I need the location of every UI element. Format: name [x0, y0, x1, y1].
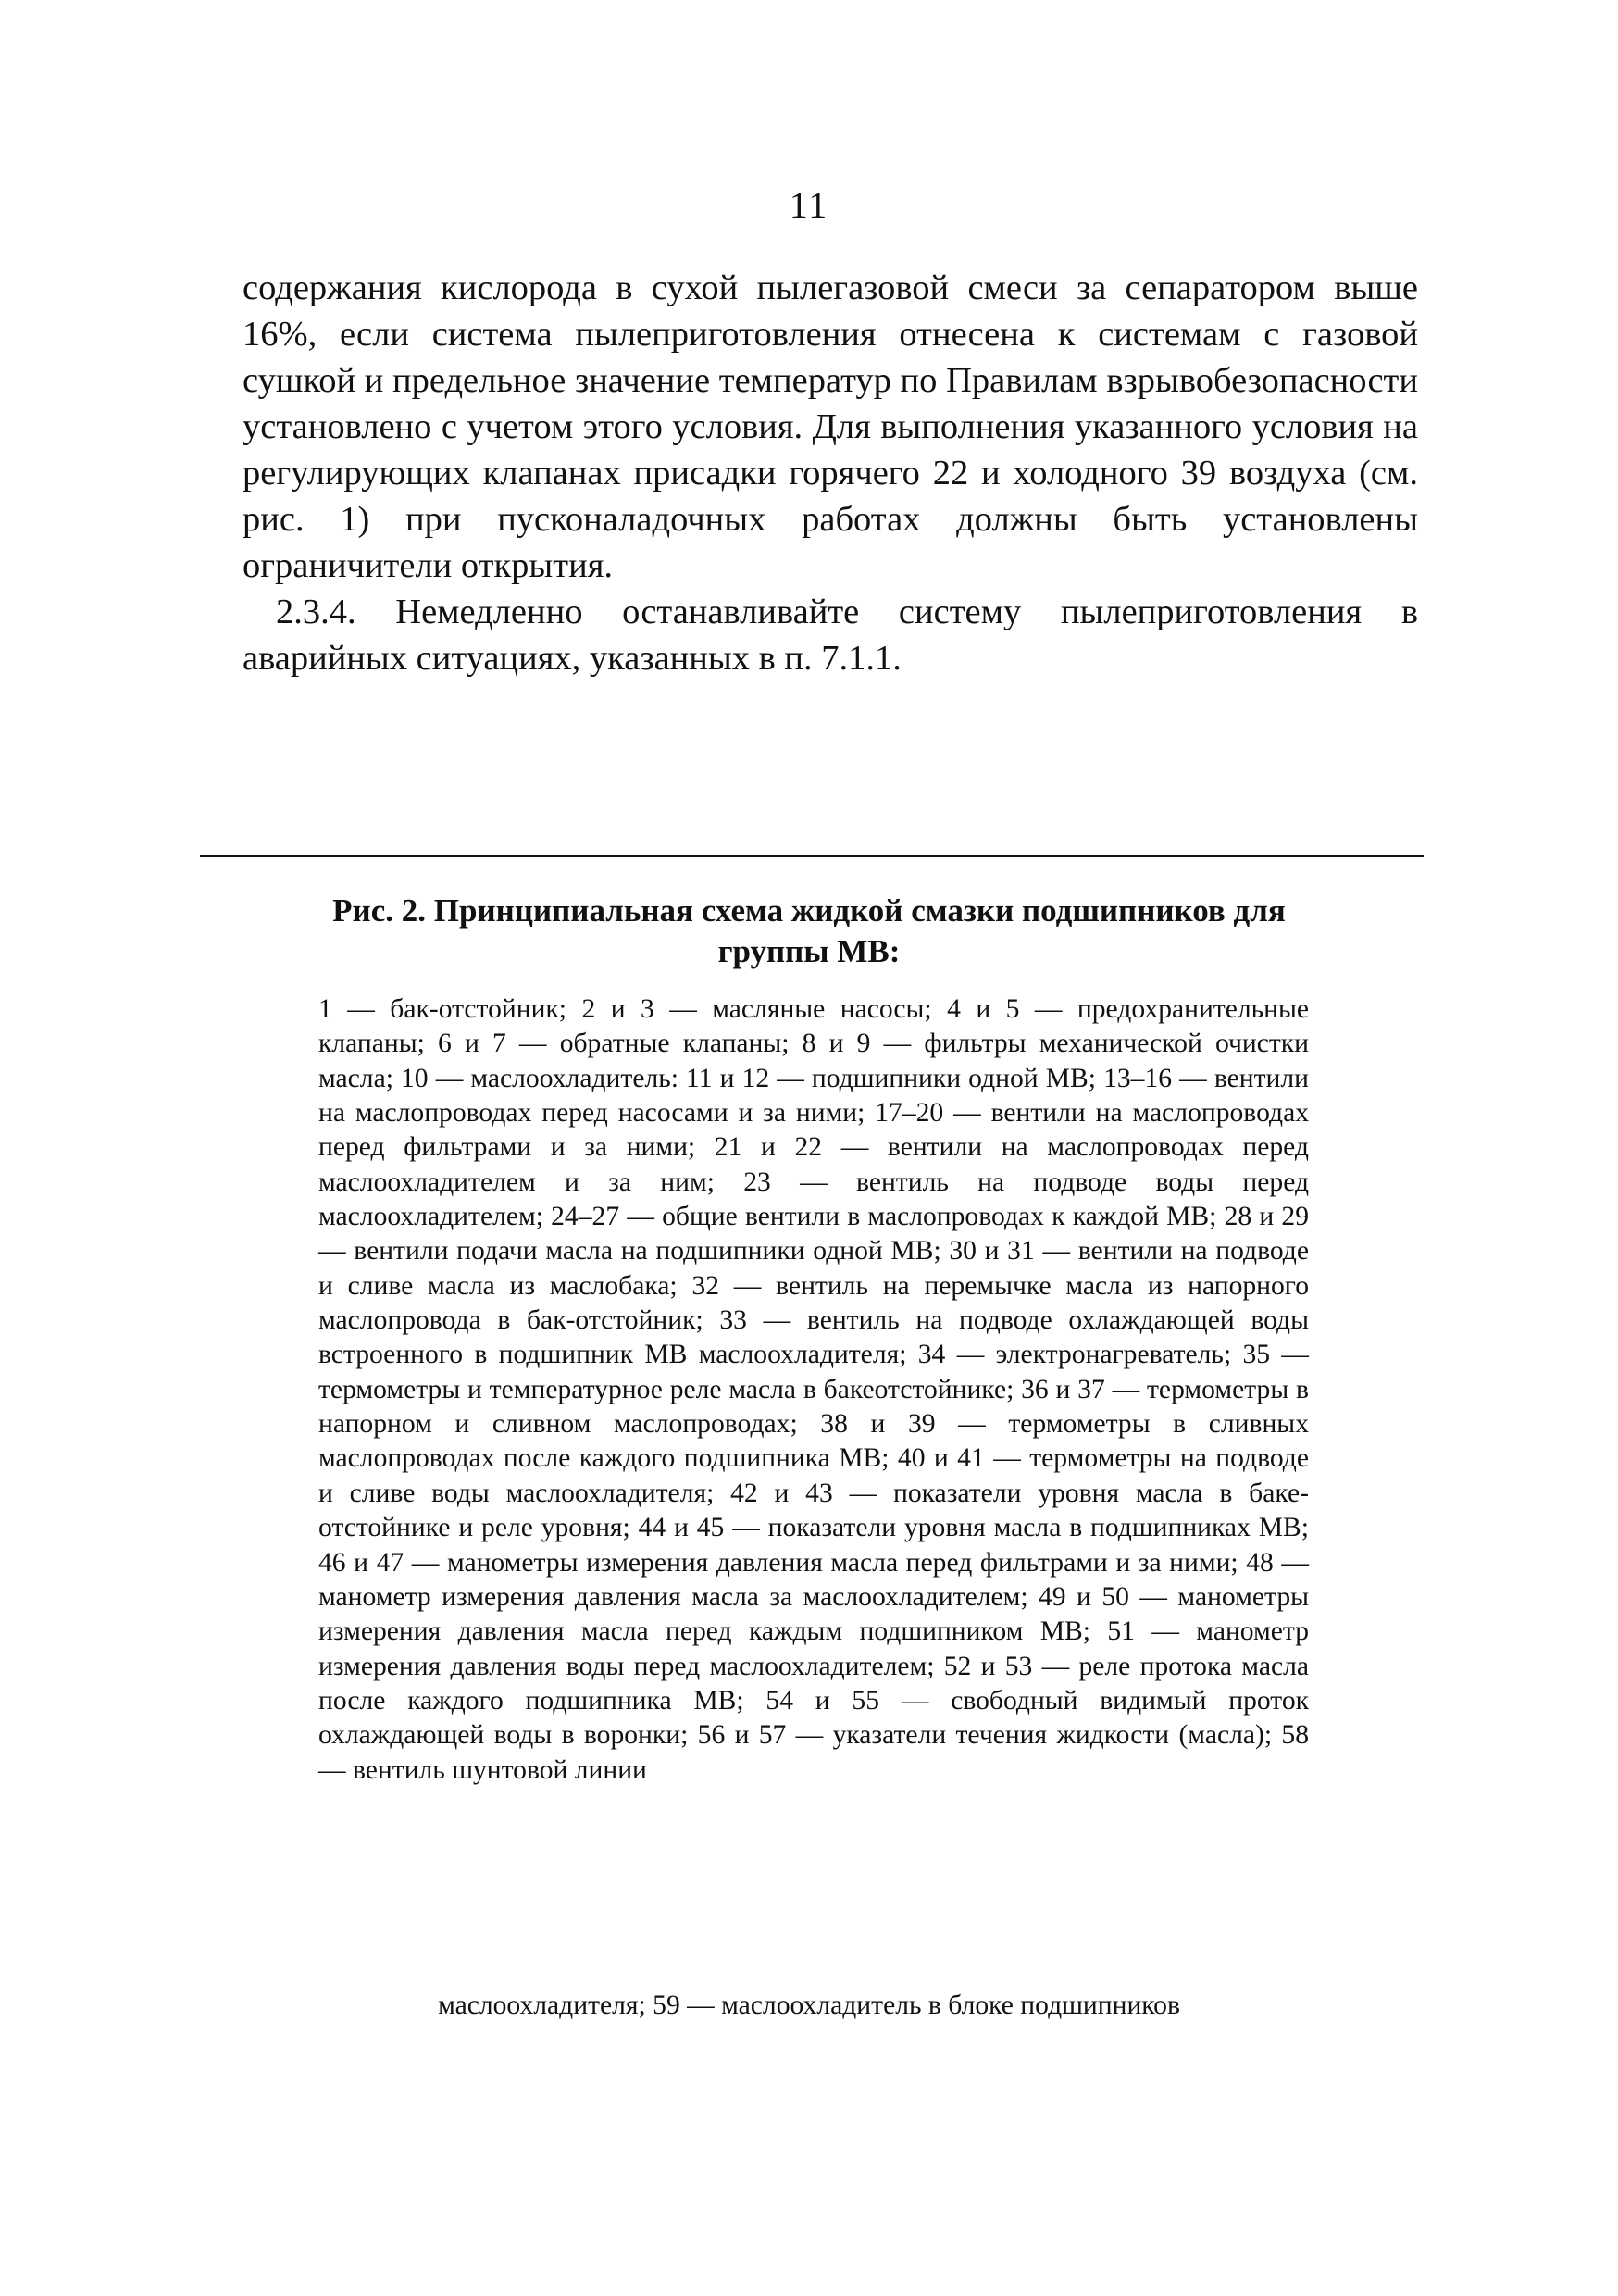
body-text — [243, 265, 1418, 681]
paragraph-2-3-4: 2.3.4. Немедленно останавливайте систему пылеприготовления в аварийных ситуациях, указанных в п. 7.1.1. — [243, 593, 1418, 679]
figure-legend: 1 — бак-отстойник; 2 и 3 — масляные насосы; 4 и 5 — предохранительные клапаны; 6 и 7 — обратные клапаны; 8 и 9 — фильтры механической очистки масла; 10 — маслоохладитель: 11 и 12 — подшипники одной МВ; 13–16 — вентили на маслопроводах перед насосами и за ними; 17–20 — вентили на маслопроводах перед фильтрами и за ними; 21 и 22 — вентили на маслопроводах перед маслоохладителем и за ним; 23 — вентиль на подводе воды перед маслоохладителем; 24–27 — общие вентили в маслопроводах к каждой МВ; 28 и 29 — вентили подачи масла на подшипники одной МВ; 30 и 31 — вентили на подводе и сливе масла из маслобака; 32 — вентиль на перемычке масла из напорного маслопровода в бак-отстойник; 33 — вентиль на подводе охлаждающей воды встроенного в подшипник МВ маслоохладителя; 34 — электронагреватель; 35 — термометры и температурное реле масла в бакеотстойнике; 36 и 37 — термометры в напорном и сливном маслопроводах; 38 и 39 — термометры в сливных маслопроводах после каждого подшипника МВ; 40 и 41 — термометры на подводе и сливе воды маслоохладителя; 42 и 43 — показатели уровня масла в баке-отстойнике и реле уровня; 44 и 45 — показатели уровня масла в подшипниках МВ; 46 и 47 — манометры измерения давления масла перед фильтрами и за ними; 48 — манометр измерения давления масла за маслоохладителем; 49 и 50 — манометры измерения давления масла перед каждым подшипником МВ; 51 — манометр измерения давления воды перед маслоохладителем; 52 и 53 — реле протока масла после каждого подшипника МВ; 54 и 55 — свободный видимый проток охлаждающей воды в воронки; 56 и 57 — указатели течения жидкости (масла); 58 — вентиль шунтовой линии — [318, 994, 1309, 1785]
figure-legend-last-line: маслоохладителя; 59 — маслоохладитель в блоке подшипников — [438, 1990, 1180, 2020]
horizontal-divider — [200, 855, 1424, 857]
figure-caption: Рис. 2. Принципиальная схема жидкой смазки подшипников для группы МВ: — [332, 892, 1286, 970]
page-number: 11 — [789, 184, 829, 226]
paragraph-continued: содержания кислорода в сухой пылегазовой смеси за сепаратором выше 16%, если система пылеприготовления отнесена к системам с газовой сушкой и предельное значение температур по Правилам взрывобезопасности установлено с учетом этого условия. Для выполнения указанного условия на регулирующих клапанах присадки горячего 22 и холодного 39 воздуха (см. рис. 1) при пусконаладочных работах должны быть установлены ограничители открытия. — [243, 268, 1418, 586]
